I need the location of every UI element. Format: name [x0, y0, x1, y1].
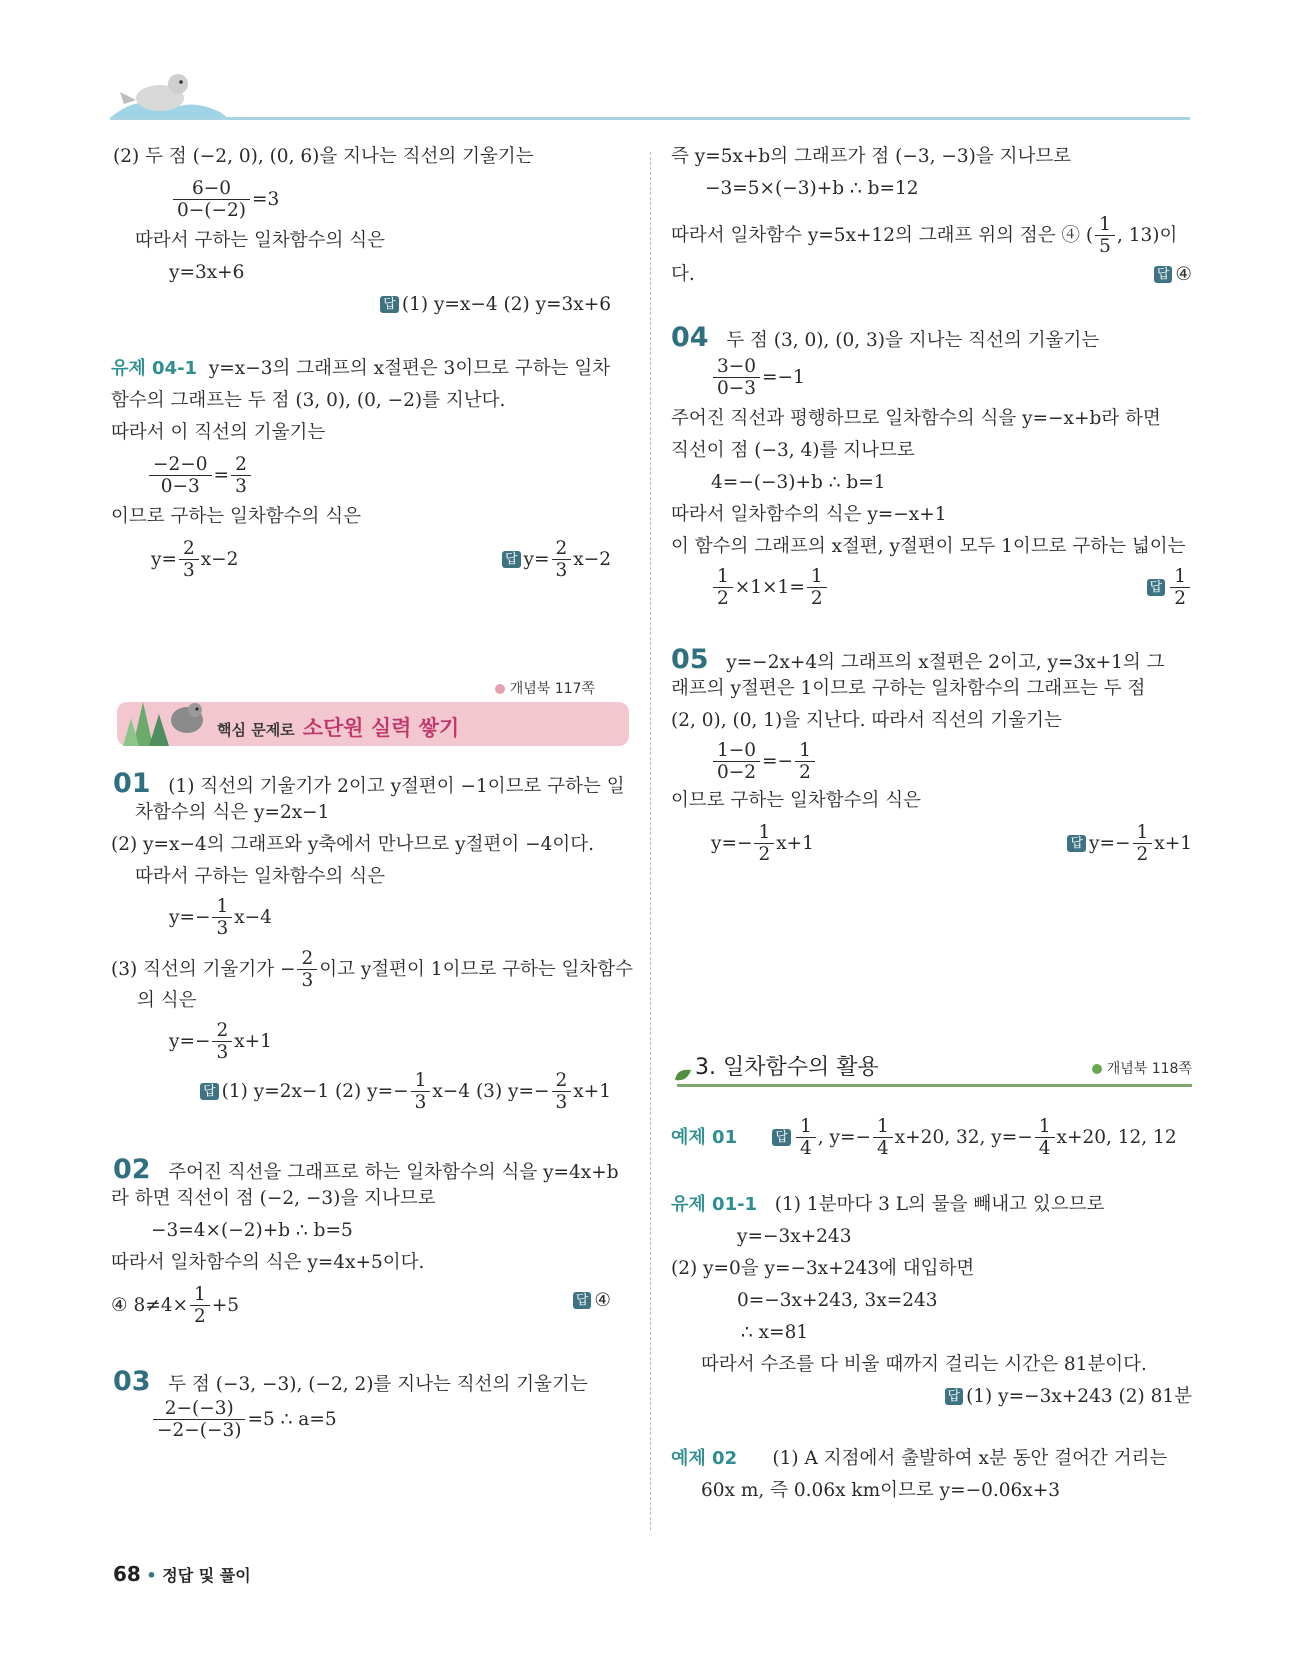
text-line: 다. — [671, 264, 695, 285]
question-number: 01 — [113, 768, 151, 799]
formula: ④ 8≠4× $\frac{1}{2}$ +5 — [111, 1284, 240, 1328]
answer-line — [380, 296, 611, 315]
text-line: (1) A 지점에서 출발하여 x분 동안 걸어간 거리는 — [772, 1448, 1168, 1469]
banner-label: 핵심 문제로 — [217, 721, 295, 739]
page-footer — [113, 1562, 251, 1586]
text-line: 함수의 그래프는 두 점 (3, 0), (0, −2)를 지난다. — [111, 390, 506, 411]
numerator: 2 — [552, 538, 572, 560]
formula: y=− $\frac{1}{3}$ x−4 — [169, 896, 272, 940]
denominator: 2 — [194, 1306, 206, 1328]
formula: 0=−3x+243, 3x=243 — [737, 1290, 938, 1311]
text-line: (3) 직선의 기울기가 − $\frac{2}{3}$ 이고 y절편이 1이므로 구하는 일차함수 — [111, 948, 634, 992]
text-line: 따라서 일차함수의 식은 y=4x+5이다. — [111, 1252, 425, 1273]
numerator: 2 — [212, 1020, 232, 1042]
answer-text: (1) y=x−4 (2) y=3x+6 — [401, 294, 611, 315]
numerator: 2 — [231, 454, 251, 476]
denominator: 2 — [810, 588, 823, 610]
formula: −3=5×(−3)+b ∴ b=12 — [705, 178, 919, 199]
formula: $\frac{3-0}{0-3}$ =−1 — [711, 356, 805, 400]
text-line: y=x−3의 그래프의 x절편은 3이므로 구하는 일차 — [208, 358, 611, 379]
denominator: 3 — [555, 1092, 568, 1114]
question-number: 03 — [113, 1366, 151, 1397]
question-number: 05 — [671, 644, 709, 675]
text-line: 의 식은 — [137, 990, 197, 1011]
answer-badge: 답 — [1067, 835, 1086, 852]
numerator: 2 — [297, 948, 317, 970]
example-tag: 예제 02 — [671, 1448, 738, 1469]
text-line: y=−2x+4의 그래프의 x절편은 2이고, y=3x+1의 그 — [726, 652, 1165, 673]
denominator: 3 — [301, 970, 314, 992]
footer-bullet: • — [146, 1566, 157, 1585]
denominator: 0−3 — [160, 476, 200, 498]
fraction — [173, 178, 250, 222]
example-02 — [671, 1450, 1167, 1469]
numerator: 1 — [1170, 566, 1190, 588]
denominator: 4 — [1038, 1138, 1051, 1160]
text-line: (2) y=x−4의 그래프와 y축에서 만나므로 y절편이 −4이다. — [111, 834, 595, 855]
answer-line: 답 ④ — [573, 1292, 611, 1311]
text-line: 차함수의 식은 y=2x−1 — [135, 802, 330, 823]
leaf-icon — [673, 1066, 693, 1084]
numerator: 1 — [807, 566, 827, 588]
denominator: 2 — [717, 588, 729, 610]
question-number: 02 — [113, 1154, 151, 1185]
denominator: 0−2 — [717, 762, 757, 784]
formula: ∴ x=81 — [741, 1322, 809, 1343]
seal-illustration — [110, 62, 240, 122]
denominator: 0−3 — [717, 378, 757, 400]
question-01 — [113, 770, 625, 797]
answer-line: 답 (1) y=2x−1 (2) y=− $\frac{1}{3}$ x−4 (3) y=− $\frac{2}{3}$ x+1 — [200, 1070, 611, 1114]
page-number: 68 — [113, 1562, 141, 1586]
numerator: 1 — [795, 740, 815, 762]
numerator: 1 — [212, 896, 232, 918]
formula: $\frac{1}{2}$ ×1×1= $\frac{1}{2}$ — [711, 566, 829, 610]
text-line: 따라서 일차함수 y=5x+12의 그래프 위의 점은 ④ ( $\frac{1}{5}$ , 13)이 — [671, 214, 1178, 258]
text-line: (2) y=0을 y=−3x+243에 대입하면 — [671, 1258, 975, 1279]
section-title: 3. 일차함수의 활용 — [695, 1055, 879, 1080]
question-04 — [671, 324, 1099, 351]
answer-line: 답 y=− $\frac{1}{2}$ x+1 — [1067, 822, 1192, 866]
formula: y=− $\frac{1}{2}$ x+1 — [711, 822, 814, 866]
text-line: (1) 1분마다 3 L의 물을 빼내고 있으므로 — [774, 1194, 1105, 1215]
answer-badge: 답 — [380, 296, 399, 313]
section-banner — [117, 702, 629, 746]
text-line: 따라서 구하는 일차함수의 식은 — [135, 230, 385, 251]
equals: = — [213, 464, 230, 486]
answer-badge: 답 — [1154, 266, 1173, 283]
numerator: 1 — [796, 1116, 816, 1138]
footer-section: 정답 및 풀이 — [162, 1566, 251, 1585]
denominator: 3 — [216, 1042, 229, 1064]
text-line: 따라서 수조를 다 비울 때까지 걸리는 시간은 81분이다. — [701, 1354, 1147, 1375]
denominator: 4 — [876, 1138, 889, 1160]
question-05 — [671, 646, 1165, 673]
text-line: 따라서 이 직선의 기울기는 — [111, 422, 326, 443]
denominator: 2 — [1136, 844, 1149, 866]
example-tag: 예제 01 — [671, 1126, 738, 1148]
answer-badge: 답 — [1147, 579, 1166, 596]
answer-badge: 답 — [502, 551, 521, 568]
text-line: 직선이 점 (−3, 4)를 지나므로 — [671, 440, 915, 461]
denominator: 4 — [799, 1138, 812, 1160]
reference-link: 개념북 118쪽 — [1092, 1058, 1192, 1078]
answer-line — [1147, 566, 1192, 610]
numerator: 2 — [552, 1070, 572, 1092]
formula-rest: =3 — [251, 188, 280, 210]
text-line: (1) 직선의 기울기가 2이고 y절편이 −1이므로 구하는 일 — [168, 776, 625, 797]
text-line: 두 점 (−3, −3), (−2, 2)를 지나는 직선의 기울기는 — [168, 1374, 588, 1395]
example-01: 예제 01 답 $\frac{1}{4}$ , y=− $\frac{1}{4}$ x+20, 32, y=− $\frac{1}{4}$ x+20, 12, 12 — [671, 1116, 1177, 1160]
text-line: 이므로 구하는 일차함수의 식은 — [111, 506, 361, 527]
numerator: 1 — [713, 566, 733, 588]
reference-link: 개념북 117쪽 — [495, 682, 595, 696]
numerator: 2 — [179, 538, 199, 560]
answer-badge: 답 — [200, 1083, 219, 1100]
formula: y= $\frac{2}{3}$ x−2 — [151, 538, 239, 582]
text-line: 두 점 (3, 0), (0, 3)을 지나는 직선의 기울기는 — [726, 330, 1100, 351]
numerator: 1 — [411, 1070, 431, 1092]
formula: y=−3x+243 — [737, 1226, 852, 1247]
exercise-tag: 유제 04-1 — [111, 358, 198, 379]
numerator: 2−(−3) — [153, 1398, 245, 1420]
numerator: 6−0 — [173, 178, 250, 200]
denominator: 2 — [758, 844, 771, 866]
denominator: 5 — [1099, 236, 1111, 258]
formula — [147, 454, 253, 498]
exercise-01-1 — [671, 1196, 1104, 1215]
formula: y=− $\frac{2}{3}$ x+1 — [169, 1020, 272, 1064]
formula: y=3x+6 — [169, 262, 245, 283]
denominator: −2−(−3) — [157, 1420, 242, 1442]
denominator: 3 — [555, 560, 568, 582]
formula: 4=−(−3)+b ∴ b=1 — [711, 472, 886, 493]
formula — [171, 178, 279, 222]
answer-line: 답 y= $\frac{2}{3}$ x−2 — [502, 538, 611, 582]
numerator: 1 — [1035, 1116, 1055, 1138]
answer-badge: 답 — [945, 1388, 964, 1405]
denominator: 3 — [235, 476, 247, 498]
denominator: 0−(−2) — [177, 200, 246, 222]
banner-text — [217, 712, 459, 742]
denominator: 3 — [182, 560, 195, 582]
exercise-04-1 — [111, 360, 610, 379]
answer-badge: 답 — [573, 1292, 592, 1309]
text-line: (2, 0), (0, 1)을 지난다. 따라서 직선의 기울기는 — [671, 710, 1062, 731]
text-line: 즉 y=5x+b의 그래프가 점 (−3, −3)을 지나므로 — [671, 146, 1072, 167]
denominator: 2 — [1174, 588, 1186, 610]
numerator: 1 — [1095, 214, 1115, 236]
header-rule — [110, 117, 1190, 120]
numerator: 1 — [873, 1116, 893, 1138]
numerator: 3−0 — [713, 356, 760, 378]
answer-badge: 답 — [772, 1129, 791, 1146]
column-divider — [650, 152, 651, 1530]
denominator: 3 — [216, 918, 229, 940]
numerator: 1 — [754, 822, 774, 844]
question-03 — [113, 1368, 588, 1395]
text-line: 래프의 y절편은 1이므로 구하는 일차함수의 그래프는 두 점 — [671, 678, 1146, 699]
text-line: 이 함수의 그래프의 x절편, y절편이 모두 1이므로 구하는 넓이는 — [671, 536, 1186, 557]
exercise-tag: 유제 01-1 — [671, 1194, 758, 1215]
text-line: 이므로 구하는 일차함수의 식은 — [671, 790, 921, 811]
formula: $\frac{1-0}{0-2}$ =− $\frac{1}{2}$ — [711, 740, 817, 784]
banner-title: 소단원 실력 쌓기 — [302, 716, 460, 740]
text-line: 60x m, 즉 0.06x km이므로 y=−0.06x+3 — [701, 1480, 1061, 1501]
formula: $\frac{2-(-3)}{-2-(-3)}$ =5 ∴ a=5 — [151, 1398, 337, 1442]
dot-icon — [1092, 1064, 1102, 1074]
tree-bird-icon — [121, 690, 211, 748]
formula: −3=4×(−2)+b ∴ b=5 — [151, 1220, 353, 1241]
text-line: 따라서 구하는 일차함수의 식은 — [135, 866, 385, 887]
numerator: 1 — [1133, 822, 1153, 844]
question-02 — [113, 1156, 619, 1183]
text-line: 주어진 직선을 그래프로 하는 일차함수의 식을 y=4x+b — [168, 1162, 619, 1183]
answer-line: 답 (1) y=−3x+243 (2) 81분 — [945, 1388, 1193, 1407]
text-line: (2) 두 점 (−2, 0), (0, 6)을 지나는 직선의 기울기는 — [113, 146, 534, 167]
text-line: 라 하면 직선이 점 (−2, −3)을 지나므로 — [111, 1188, 436, 1209]
dot-icon — [495, 684, 505, 694]
numerator: −2−0 — [149, 454, 212, 476]
denominator: 3 — [414, 1092, 427, 1114]
text-line: 따라서 일차함수의 식은 y=−x+1 — [671, 504, 947, 525]
numerator: 1 — [190, 1284, 210, 1306]
answer-line: 답 ④ — [1154, 266, 1192, 285]
section-3-heading — [677, 1048, 1192, 1087]
question-number: 04 — [671, 322, 709, 353]
numerator: 1−0 — [713, 740, 760, 762]
page-header-decoration — [110, 62, 1190, 122]
denominator: 2 — [799, 762, 811, 784]
text-line: 주어진 직선과 평행하므로 일차함수의 식을 y=−x+b라 하면 — [671, 408, 1161, 429]
